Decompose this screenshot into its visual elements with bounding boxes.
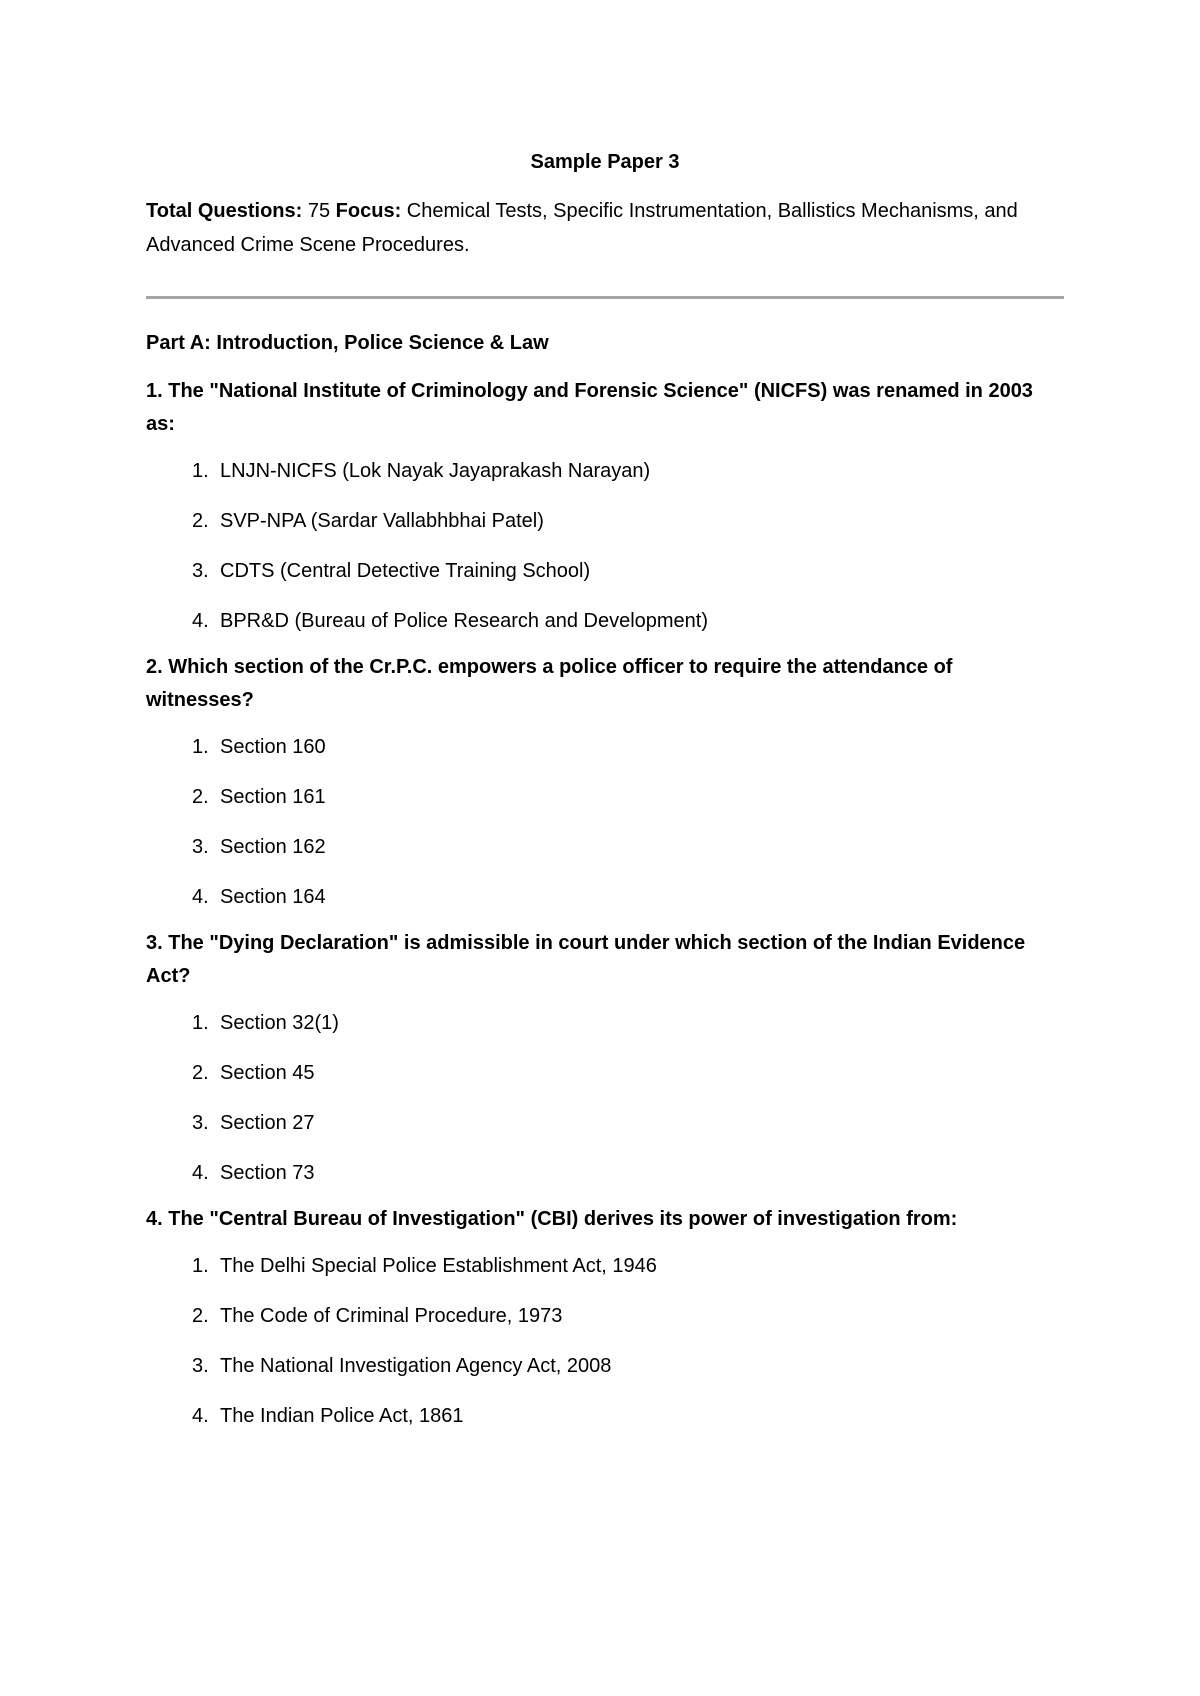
option-item <box>146 607 1064 635</box>
option-text: SVP-NPA (Sardar Vallabhbhai Patel) <box>220 510 544 532</box>
option-text: LNJN-NICFS (Lok Nayak Jayaprakash Narayan) <box>220 460 651 482</box>
option-text: BPR&D (Bureau of Police Research and Development) <box>220 610 709 632</box>
option-number: 3. <box>192 1112 209 1134</box>
option-text: The National Investigation Agency Act, 2008 <box>220 1355 612 1377</box>
document-title: Sample Paper 3 <box>530 151 680 173</box>
intro-paragraph <box>146 194 1064 262</box>
question-block <box>146 375 1064 635</box>
question-block <box>146 1203 1064 1430</box>
option-number: 1. <box>192 736 209 758</box>
option-item <box>146 1009 1064 1037</box>
option-text: Section 45 <box>220 1062 315 1084</box>
option-item <box>146 833 1064 861</box>
option-number: 2. <box>192 1062 209 1084</box>
option-item <box>146 883 1064 911</box>
option-number: 1. <box>192 1012 209 1034</box>
option-item <box>146 1252 1064 1280</box>
option-number: 1. <box>192 1255 209 1277</box>
option-number: 3. <box>192 1355 209 1377</box>
option-item <box>146 733 1064 761</box>
question-block <box>146 651 1064 911</box>
option-number: 4. <box>192 1162 209 1184</box>
option-item <box>146 1302 1064 1330</box>
option-number: 1. <box>192 460 209 482</box>
document-page <box>146 146 1064 1446</box>
question-block <box>146 927 1064 1187</box>
question-text: 1. The "National Institute of Criminology and Forensic Science" (NICFS) was renamed in 2003 as: <box>146 380 1033 435</box>
option-number: 4. <box>192 610 209 632</box>
option-item <box>146 1352 1064 1380</box>
option-item <box>146 783 1064 811</box>
option-item <box>146 457 1064 485</box>
option-number: 2. <box>192 1305 209 1327</box>
option-number: 4. <box>192 1405 209 1427</box>
option-text: Section 27 <box>220 1112 315 1134</box>
option-text: Section 32(1) <box>220 1012 339 1034</box>
option-number: 3. <box>192 836 209 858</box>
option-text: Section 161 <box>220 786 326 808</box>
option-list <box>146 457 1064 635</box>
option-text: Section 162 <box>220 836 326 858</box>
option-item <box>146 1159 1064 1187</box>
option-text: The Indian Police Act, 1861 <box>220 1405 464 1427</box>
part-heading: Part A: Introduction, Police Science & Law <box>146 332 549 354</box>
total-questions-value: 75 <box>302 200 336 222</box>
option-list <box>146 1252 1064 1430</box>
question-text: 4. The "Central Bureau of Investigation" (CBI) derives its power of investigation from: <box>146 1208 958 1230</box>
total-questions-label: Total Questions: <box>146 200 303 222</box>
horizontal-divider <box>146 296 1064 299</box>
option-text: Section 73 <box>220 1162 315 1184</box>
option-text: The Code of Criminal Procedure, 1973 <box>220 1305 563 1327</box>
option-list <box>146 733 1064 911</box>
focus-label: Focus: <box>335 200 402 222</box>
question-text: 3. The "Dying Declaration" is admissible in court under which section of the Indian Evidence Act? <box>146 932 1026 987</box>
option-number: 4. <box>192 886 209 908</box>
option-number: 2. <box>192 786 209 808</box>
question-text: 2. Which section of the Cr.P.C. empowers a police officer to require the attendance of witnesses? <box>146 656 953 711</box>
option-number: 2. <box>192 510 209 532</box>
option-text: CDTS (Central Detective Training School) <box>220 560 591 582</box>
focus-value: Chemical Tests, Specific Instrumentation, Ballistics Mechanisms, and Advanced Crime Scene Procedures. <box>146 200 1018 256</box>
option-item <box>146 507 1064 535</box>
option-text: Section 160 <box>220 736 326 758</box>
option-item <box>146 557 1064 585</box>
option-item <box>146 1109 1064 1137</box>
option-item <box>146 1059 1064 1087</box>
option-number: 3. <box>192 560 209 582</box>
option-text: The Delhi Special Police Establishment Act, 1946 <box>220 1255 657 1277</box>
option-item <box>146 1402 1064 1430</box>
option-list <box>146 1009 1064 1187</box>
option-text: Section 164 <box>220 886 326 908</box>
